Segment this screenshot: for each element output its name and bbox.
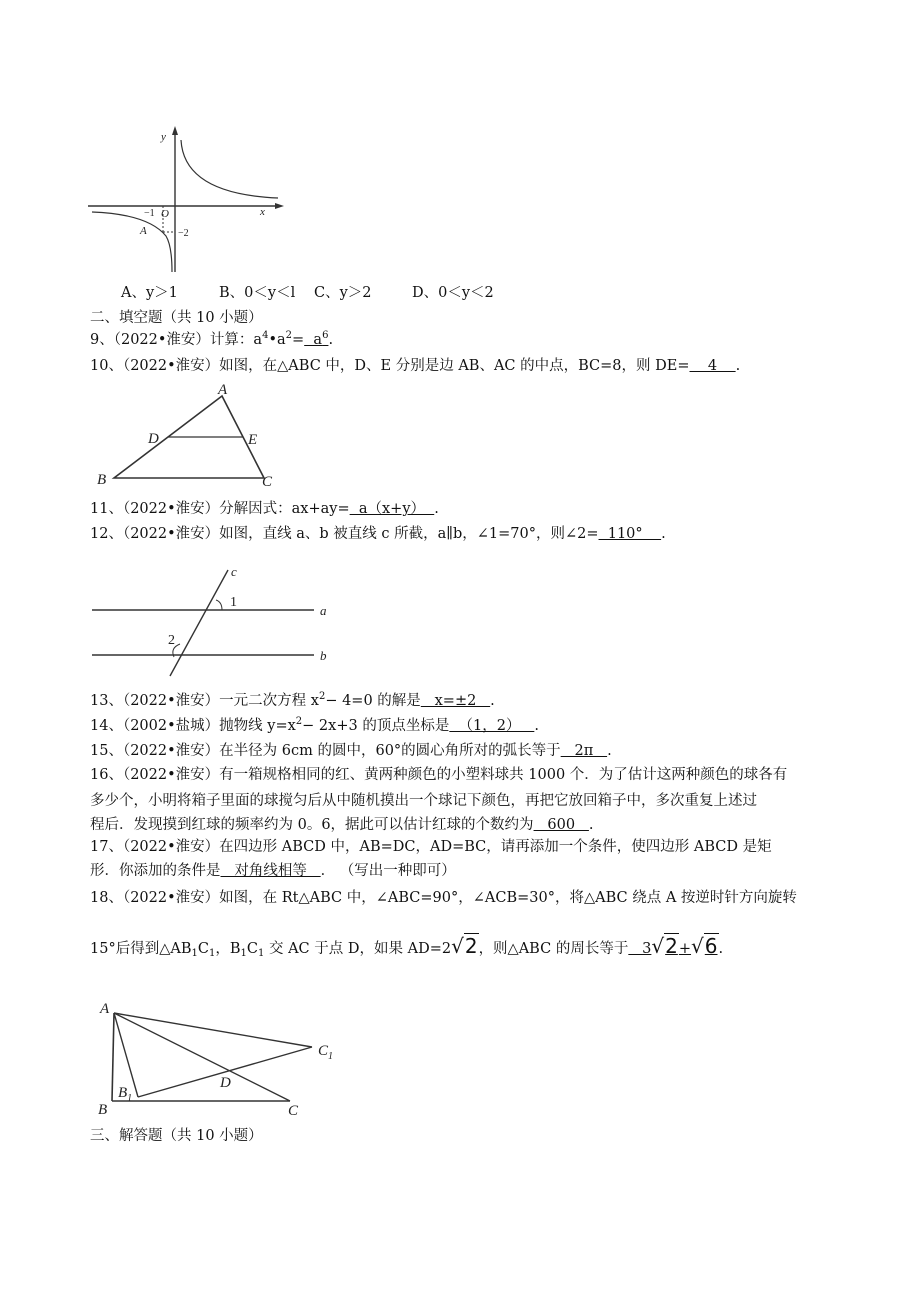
question-16-line3: [90, 815, 594, 835]
q11-text: 11、（2022•淮安）分解因式：ax+ay=: [90, 501, 350, 517]
q13-text: 13、（2022•淮安）一元二次方程 x: [90, 693, 319, 709]
tri1-c: C: [262, 474, 273, 488]
q13-answer: x=±2: [420, 693, 491, 709]
q15-text: 15、（2022•淮安）在半径为 6cm 的圆中，60°的圆心角所对的弧长等于: [90, 743, 561, 759]
q18-answer-rad1: 2: [665, 934, 678, 958]
q13-end: .: [490, 693, 495, 709]
q9-end: .: [328, 332, 334, 348]
q18-answer: [628, 934, 718, 958]
q13-post: − 4=0 的解是: [325, 693, 421, 709]
neg2-label: −2: [178, 228, 189, 239]
q18-answer-coef: 3: [628, 941, 652, 957]
question-18-line1: 18、（2022•淮安）如图，在 Rt△ABC 中，∠ABC=90°，∠ACB=30°，将△ABC 绕点 A 按逆时针方向旋转: [90, 890, 797, 906]
q16-end: .: [588, 817, 594, 833]
q18-answer-rad2: 6: [704, 934, 718, 958]
triangle-de-figure: [92, 382, 282, 488]
tri2-c1: [318, 1043, 333, 1062]
tri2-b1-sub: 1: [127, 1093, 133, 1104]
tri2-c: C: [288, 1103, 299, 1119]
q14-end: .: [534, 718, 539, 734]
axis-y-label: y: [161, 131, 166, 143]
question-16-line1: 16、（2022•淮安）有一箱规格相同的红、黄两种颜色的小塑料球共 1000 个．为了估计这两种颜色的球各有: [90, 767, 788, 783]
q18-t2: C: [197, 941, 209, 957]
q15-answer: 2π: [560, 743, 608, 759]
q10-end: .: [735, 358, 741, 374]
origin-label: O: [161, 208, 169, 220]
q14-exp: 2: [295, 716, 303, 727]
point-a-label: A: [140, 225, 147, 237]
parallel-lines-figure: [88, 562, 348, 680]
question-10: [90, 356, 740, 376]
q10-text: 10、（2022•淮安）如图，在△ABC 中，D、E 分别是边 AB、AC 的中点，BC=8，则 DE=: [90, 358, 690, 374]
question-18-line2: [90, 933, 723, 962]
rotated-triangle-figure: [92, 995, 352, 1119]
q18-rad1: 2: [464, 934, 478, 958]
radical-icon: √: [651, 934, 665, 958]
q18-t1: 15°后得到△AB: [90, 941, 192, 957]
axis-x-label: x: [260, 206, 265, 218]
q12-text: 12、（2022•淮安）如图，直线 a、b 被直线 c 所截，a∥b，∠1=70°，则∠2=: [90, 526, 599, 542]
q9-exp2: 2: [285, 330, 293, 341]
radical-icon: √: [451, 934, 464, 958]
question-15: [90, 741, 612, 761]
q17-text: 形．你添加的条件是: [90, 863, 221, 879]
question-11: [90, 499, 439, 519]
q9-eq: =: [292, 332, 305, 348]
q18-sub2: 1: [208, 948, 216, 959]
q18-t5: 交 AC 于点 D，如果 AD=2: [264, 941, 452, 957]
q9-text: 9、（2022•淮安）计算：a: [90, 332, 263, 348]
q18-t6: ，则△ABC 的周长等于: [478, 941, 629, 957]
q18-t3: ，B: [215, 941, 241, 957]
q18-sub3: 1: [240, 948, 247, 959]
option-b: B、0＜y＜l: [219, 285, 296, 301]
angle-1-label: 1: [230, 595, 237, 610]
q9-answer-base: a: [304, 332, 323, 348]
q11-answer: a（x+y）: [349, 501, 435, 517]
q14-answer: （1，2）: [449, 718, 535, 734]
option-d: D、0＜y＜2: [412, 285, 494, 301]
angle-2-label: 2: [168, 633, 175, 648]
q14-text: 14、（2002•盐城）抛物线 y=x: [90, 718, 296, 734]
tri1-d: D: [148, 431, 159, 447]
q16-text: 程后．发现摸到红球的频率约为 0。6，据此可以估计红球的个数约为: [90, 817, 534, 833]
option-c: C、y＞2: [314, 285, 372, 301]
question-16-line2: 多少个，小明将箱子里面的球搅匀后从中随机摸出一个球记下颜色，再把它放回箱子中，多次重复上述过: [90, 793, 757, 809]
option-a: A、y＞1: [121, 285, 178, 301]
line-a-label: a: [320, 603, 327, 618]
tri1-b: B: [97, 472, 107, 488]
question-13: [90, 691, 495, 711]
q12-end: .: [661, 526, 666, 542]
tri2-a: A: [100, 1001, 110, 1017]
section-2-heading: 二、填空题（共 10 小题）: [90, 310, 263, 326]
q9-answer-exp: 6: [322, 330, 329, 341]
q9-answer: [304, 332, 328, 348]
q18-answer-plus: +: [678, 941, 692, 957]
tri1-a: A: [218, 382, 228, 398]
hyperbola-graph: [88, 122, 288, 274]
question-9: [90, 330, 333, 350]
q17-post: ． （写出一种即可）: [320, 863, 456, 879]
line-c-label: c: [231, 564, 237, 579]
tri2-c1-base: C: [318, 1043, 329, 1059]
q13-exp: 2: [318, 691, 326, 702]
q16-answer: 600: [533, 817, 589, 833]
tri2-c1-sub: 1: [328, 1051, 334, 1062]
q12-answer: 110°: [598, 526, 662, 542]
q15-end: .: [607, 743, 612, 759]
line-b-label: b: [320, 648, 327, 663]
question-14: [90, 716, 539, 736]
q18-sub1: 1: [191, 948, 198, 959]
q11-end: .: [434, 501, 439, 517]
q14-post: − 2x+3 的顶点坐标是: [302, 718, 450, 734]
tri2-d: D: [220, 1075, 231, 1091]
q17-answer: 对角线相等: [220, 863, 321, 879]
q18-sub4: 1: [257, 948, 265, 959]
q18-t4: C: [246, 941, 258, 957]
q9-mid: •a: [268, 332, 286, 348]
q9-exp1: 4: [262, 330, 269, 341]
question-17-line1: 17、（2022•淮安）在四边形 ABCD 中，AB=DC，AD=BC，请再添加一个条件，使四边形 ABCD 是矩: [90, 839, 772, 855]
tri1-e: E: [248, 432, 258, 448]
tri2-b1-base: B: [118, 1085, 128, 1101]
section-3-heading: 三、解答题（共 10 小题）: [90, 1128, 263, 1144]
tri2-b: B: [98, 1102, 108, 1118]
q18-end: .: [718, 941, 724, 957]
neg1-label: −1: [144, 208, 155, 219]
question-12: [90, 524, 666, 544]
q10-answer: 4: [689, 358, 736, 374]
radical-icon: √: [691, 934, 704, 958]
question-17-line2: [90, 861, 456, 881]
